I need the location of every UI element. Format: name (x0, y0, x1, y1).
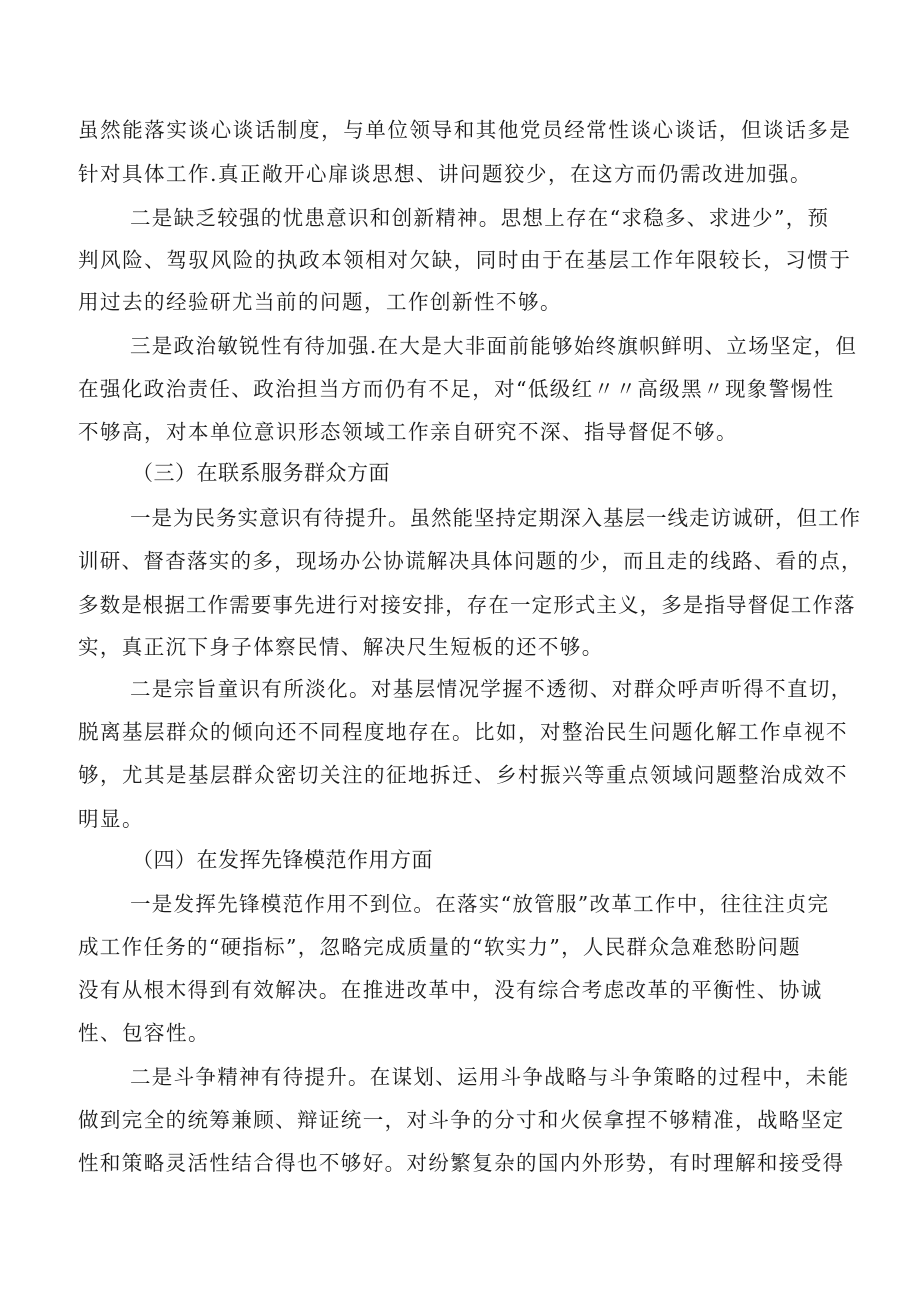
text-line: 多数是根据工作需要事先进行对接安排，存在一定形式主义，多是指导督促工作落 (78, 593, 856, 617)
text-line: 三是政治敏锐性有待加强.在大是大非面前能够始终旗帜鲜明、立场坚定，但 (130, 334, 858, 358)
text-line: 二是缺乏较强的忧患意识和创新精神。思想上存在“求稳多、求进少”，预 (130, 206, 830, 230)
text-line: 针对具体工作.真正敞开心扉谈思想、讲问题狡少，在这方而仍需改进加强。 (78, 162, 813, 186)
text-line: 性和策略灵活性结合得也不够好。对纷繁复杂的国内外形势，有时理解和接受得 (78, 1151, 845, 1175)
text-line: 成工作任务的“硬指标”，忽略完成质量的“软实力”，人民群众急难愁盼问题 (78, 935, 801, 959)
text-line: 二是斗争精神有待提升。在谋划、运用斗争战略与斗争策略的过程中，未能 (130, 1065, 850, 1089)
section-heading-4: （四）在发挥先锋模范作用方面 (132, 848, 433, 872)
text-line: 脱离基层群众的倾向还不同程度地存在。比如，对整治民生问题化解工作卓视不 (78, 720, 848, 744)
text-line: 不够高，对本单位意识形态领域工作亲自研究不深、指导督促不够。 (78, 420, 738, 444)
text-line: 实，真正沉下身子体察民情、解决尺生短板的还不够。 (78, 635, 604, 659)
text-line: 一是发挥先锋模范作用不到位。在落实“放管服”改革工作中，往往注贞完 (130, 892, 830, 916)
text-line: 二是宗旨童识有所淡化。对基层情况学握不透彻、对群众呼声听得不直切， (130, 677, 853, 701)
section-heading-3: （三）在联系服务群众方面 (132, 461, 390, 485)
text-line: 训研、督杳落实的多，现场办公协谎解决具体问题的少，而且走的线路、看的点， (78, 549, 863, 573)
text-line: 一是为民务实意识有待提升。虽然能坚持定期深入基层一线走访诚研，但工作 (130, 506, 861, 530)
text-line: 判风险、驾驭风险的执政本领相对欠缺，同时由于在基层工作年限较长，习惯于 (78, 248, 852, 272)
text-line: 够，尤其是基层群众密切关注的征地拆迁、乡村振兴等重点领域问题整治成效不 (78, 763, 848, 787)
text-line: 用过去的经验研尤当前的问题，工作创新性不够。 (78, 290, 562, 314)
text-line: 做到完全的统筹兼顾、辩证统一，对斗争的分寸和火侯拿捏不够精准，战略坚定 (78, 1108, 845, 1132)
text-line: 虽然能落实谈心谈话制度，与单位领导和其他党员经常性谈心谈话，但谈话多是 (78, 118, 852, 142)
text-line: 明显。 (78, 807, 144, 831)
text-line: 性、包容性。 (78, 1021, 210, 1045)
text-line: 没有从根木得到有效解决。在推进改革中，没有综合考虑改革的平衡性、协诚 (78, 978, 823, 1002)
text-line: 在强化政治责任、政治担当方而仍有不足，对“低级红〃〃高级黑〃现象警惕性 (78, 377, 835, 401)
